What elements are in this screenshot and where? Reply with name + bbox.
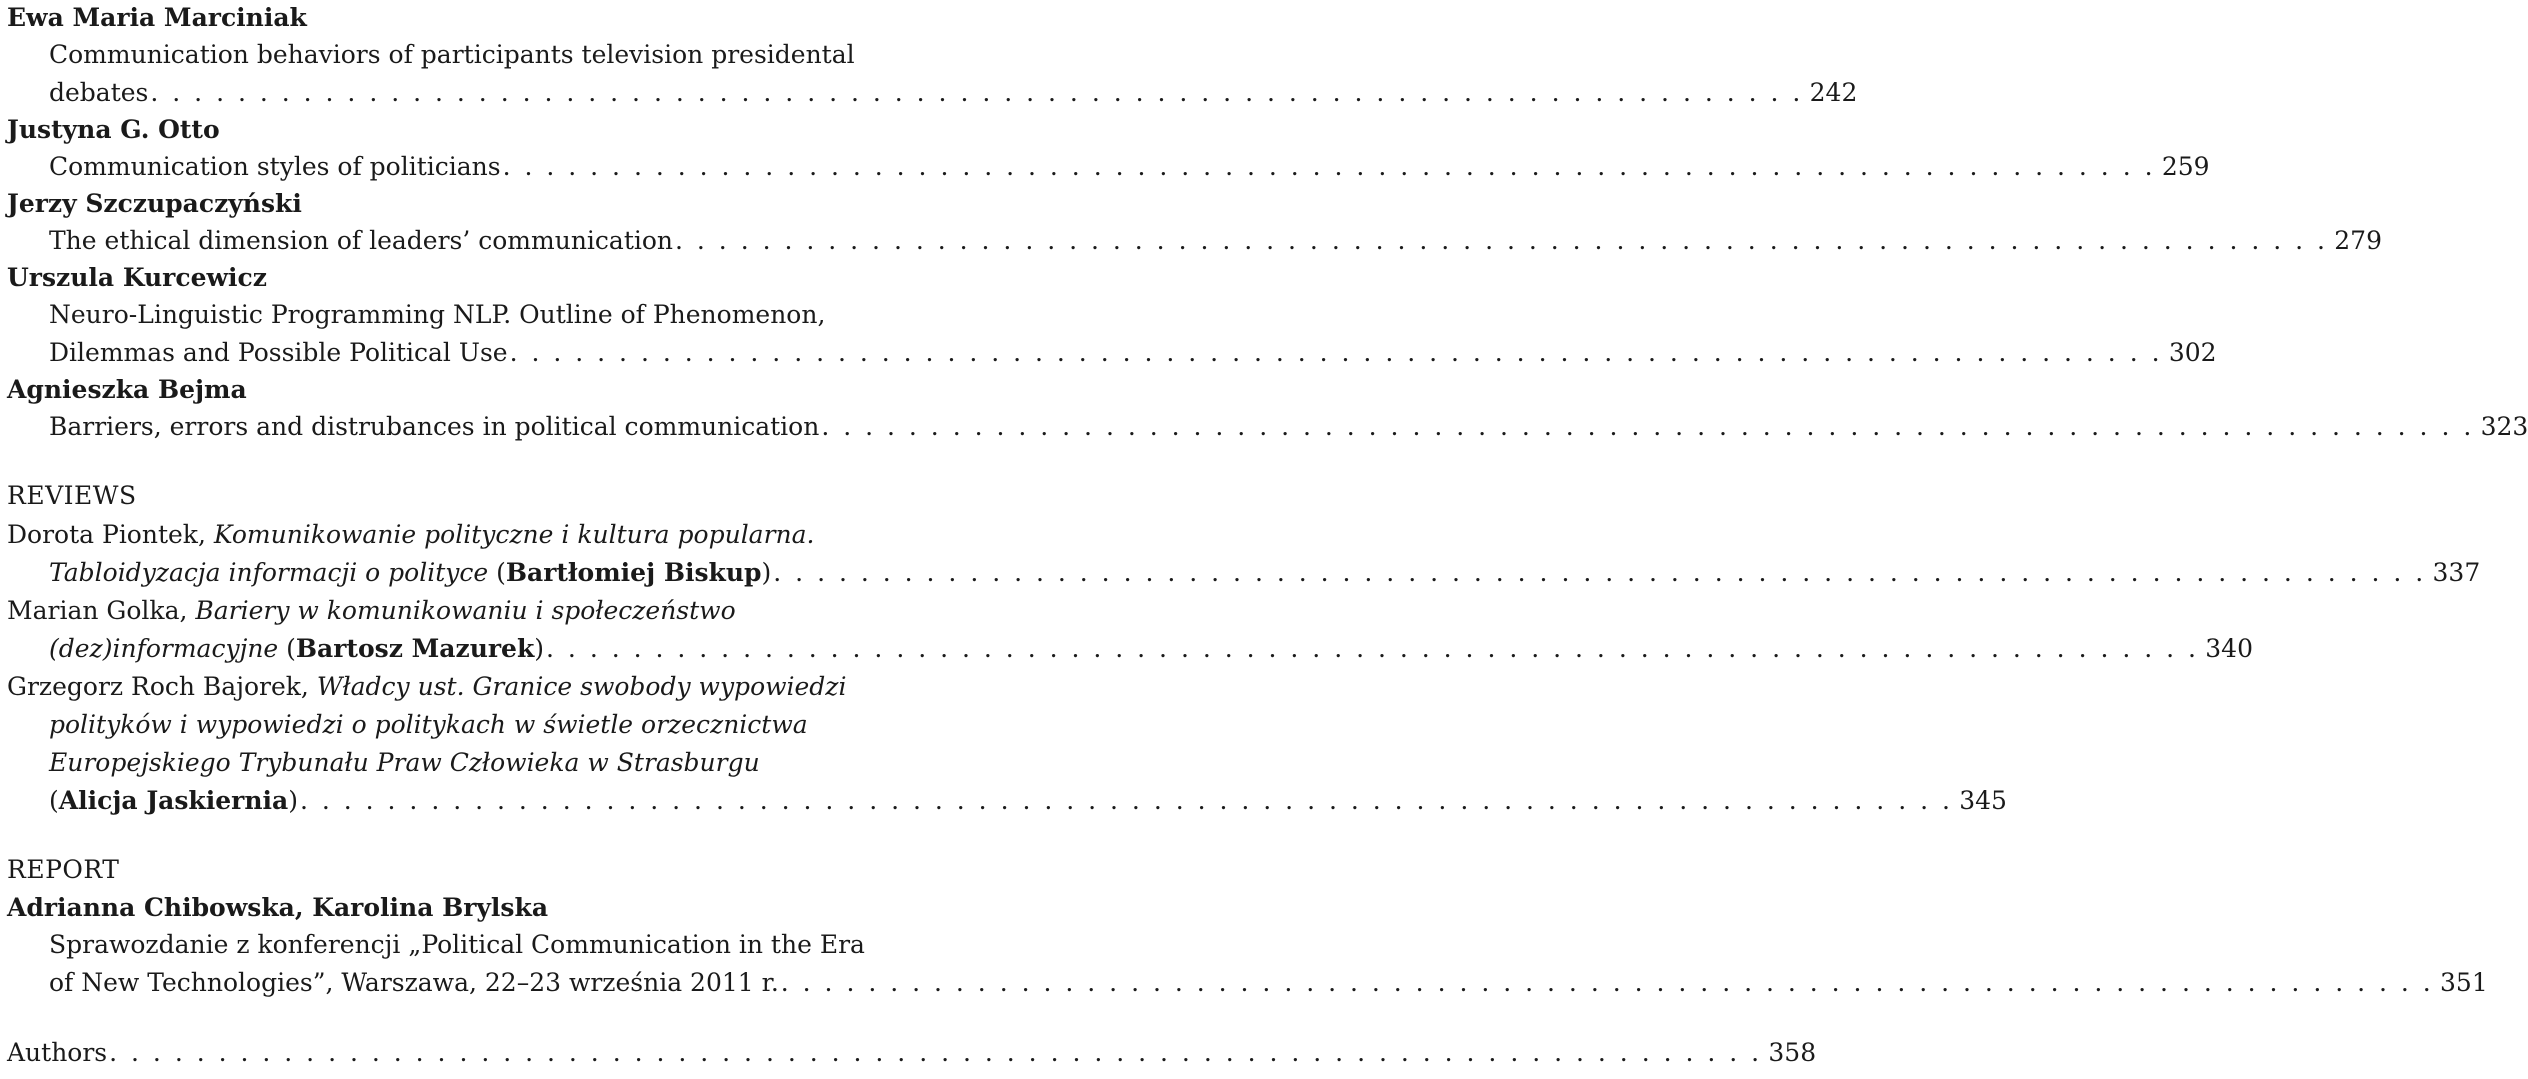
review-author: Grzegorz Roch Bajorek, bbox=[7, 672, 317, 701]
dot-leader: . . . . . . . . . . . . . . . . . . . . . . . . . . . . . . . . . . . . . . . . . . . . . . . . . . . . . . . . . . . . . . . . . . . . . . . . . . . . bbox=[502, 152, 2156, 181]
toc-entry-authors[interactable] bbox=[7, 1034, 1817, 1072]
page-number: 259 bbox=[2161, 152, 2210, 181]
review-line bbox=[7, 516, 957, 554]
dot-leader: . . . . . . . . . . . . . . . . . . . . . . . . . . . . . . . . . . . . . . . . . . . . . . . . . . . . . . . . . . . . . . . . . . . . . . . . . . . . bbox=[150, 78, 1804, 107]
article-author: Jerzy Szczupaczyński bbox=[7, 189, 302, 218]
toc-entry[interactable] bbox=[7, 964, 2488, 1002]
page-number: 351 bbox=[2440, 968, 2488, 997]
review-book-title: polityków i wypowiedzi o politykach w świetle orzecznictwa bbox=[49, 710, 808, 739]
dot-leader: . . . . . . . . . . . . . . . . . . . . . . . . . . . . . . . . . . . . . . . . . . . . . . . . . . . . . . . . . . . . . . . . . . . . . . . . . . . . bbox=[780, 968, 2434, 997]
reviewer-name: Bartosz Mazurek bbox=[295, 634, 535, 663]
toc-entry[interactable] bbox=[7, 222, 2382, 260]
review-line bbox=[7, 592, 957, 630]
review-book-title: Tabloidyzacja informacji o polityce bbox=[49, 558, 489, 587]
reviewer-name: Alicja Jaskiernia bbox=[58, 786, 289, 815]
toc-entry[interactable] bbox=[7, 408, 2528, 446]
page-number: 358 bbox=[1768, 1038, 1817, 1067]
section-heading-reviews: REVIEWS bbox=[7, 481, 137, 510]
toc-entry[interactable] bbox=[7, 630, 2253, 668]
dot-leader: . . . . . . . . . . . . . . . . . . . . . . . . . . . . . . . . . . . . . . . . . . . . . . . . . . . . . . . . . . . . . . . . . . . . . . . . . . . . bbox=[546, 634, 2199, 663]
review-book-title: Władcy ust. Granice swobody wypowiedzi bbox=[316, 672, 847, 701]
dot-leader: . . . . . . . . . . . . . . . . . . . . . . . . . . . . . . . . . . . . . . . . . . . . . . . . . . . . . . . . . . . . . . . . . . . . . . . . . . . . bbox=[821, 412, 2475, 441]
table-of-contents bbox=[7, 0, 2528, 1072]
page-number: 242 bbox=[1809, 78, 1858, 107]
dot-leader: . . . . . . . . . . . . . . . . . . . . . . . . . . . . . . . . . . . . . . . . . . . . . . . . . . . . . . . . . . . . . . . . . . . . . . . . . . . . bbox=[299, 786, 1953, 815]
section-heading-report: REPORT bbox=[7, 855, 120, 884]
page-number: 279 bbox=[2334, 226, 2382, 255]
toc-entry[interactable] bbox=[7, 334, 2217, 372]
dot-leader: . . . . . . . . . . . . . . . . . . . . . . . . . . . . . . . . . . . . . . . . . . . . . . . . . . . . . . . . . . . . . . . . . . . . . . . . . . . . bbox=[773, 558, 2427, 587]
report-title: of New Technologies”, Warszawa, 22–23 września 2011 r. bbox=[49, 968, 779, 997]
article-title: Dilemmas and Possible Political Use bbox=[49, 338, 508, 367]
section-gap bbox=[7, 446, 957, 476]
dot-leader: . . . . . . . . . . . . . . . . . . . . . . . . . . . . . . . . . . . . . . . . . . . . . . . . . . . . . . . . . . . . . . . . . . . . . . . . . . . . bbox=[675, 226, 2328, 255]
article-title: Barriers, errors and distrubances in political communication bbox=[49, 412, 820, 441]
reviewer-name: Bartłomiej Biskup bbox=[505, 558, 762, 587]
review-book-title: Komunikowanie polityczne i kultura popularna. bbox=[213, 520, 815, 549]
report-authors: Adrianna Chibowska, Karolina Brylska bbox=[7, 893, 549, 922]
toc-entry[interactable] bbox=[7, 782, 2007, 820]
article-title: debates bbox=[49, 78, 149, 107]
page-number: 337 bbox=[2432, 558, 2481, 587]
authors-label: Authors bbox=[7, 1038, 108, 1067]
review-book-title: Bariery w komunikowaniu i społeczeństwo bbox=[195, 596, 736, 625]
section-gap bbox=[7, 1002, 957, 1034]
review-book-title: Europejskiego Trybunału Praw Człowieka w Strasburgu bbox=[49, 748, 760, 777]
report-title: Sprawozdanie z konferencji „Political Communication in the Era bbox=[49, 930, 865, 959]
review-line bbox=[7, 668, 957, 706]
dot-leader: . . . . . . . . . . . . . . . . . . . . . . . . . . . . . . . . . . . . . . . . . . . . . . . . . . . . . . . . . . . . . . . . . . . . . . . . . . . . bbox=[109, 1038, 1763, 1067]
review-author: Dorota Piontek, bbox=[7, 520, 214, 549]
article-title: Neuro-Linguistic Programming NLP. Outline of Phenomenon, bbox=[49, 300, 826, 329]
toc-entry[interactable] bbox=[7, 554, 2481, 592]
article-title: Communication styles of politicians bbox=[49, 152, 501, 181]
section-gap bbox=[7, 820, 957, 850]
article-author: Justyna G. Otto bbox=[7, 115, 220, 144]
page-number: 323 bbox=[2480, 412, 2528, 441]
review-book-title: (dez)informacyjne bbox=[49, 634, 279, 663]
page-number: 340 bbox=[2205, 634, 2253, 663]
article-author: Ewa Maria Marciniak bbox=[7, 3, 307, 32]
review-line: (dez)informacyjne (Bartosz Mazurek) bbox=[49, 634, 545, 663]
article-title: The ethical dimension of leaders’ communication bbox=[49, 226, 674, 255]
article-author: Agnieszka Bejma bbox=[7, 375, 247, 404]
toc-entry[interactable] bbox=[7, 148, 2210, 186]
review-line: Tabloidyzacja informacji o polityce (Bartłomiej Biskup) bbox=[49, 558, 772, 587]
dot-leader: . . . . . . . . . . . . . . . . . . . . . . . . . . . . . . . . . . . . . . . . . . . . . . . . . . . . . . . . . . . . . . . . . . . . . . . . . . . . bbox=[509, 338, 2163, 367]
article-author: Urszula Kurcewicz bbox=[7, 263, 267, 292]
review-line bbox=[7, 744, 957, 782]
review-line bbox=[7, 706, 957, 744]
article-title: Communication behaviors of participants television presidental bbox=[49, 40, 855, 69]
page-number: 345 bbox=[1959, 786, 2007, 815]
toc-entry[interactable] bbox=[7, 74, 1858, 112]
review-author: Marian Golka, bbox=[7, 596, 196, 625]
review-line: (Alicja Jaskiernia) bbox=[49, 786, 298, 815]
page-number: 302 bbox=[2168, 338, 2217, 367]
